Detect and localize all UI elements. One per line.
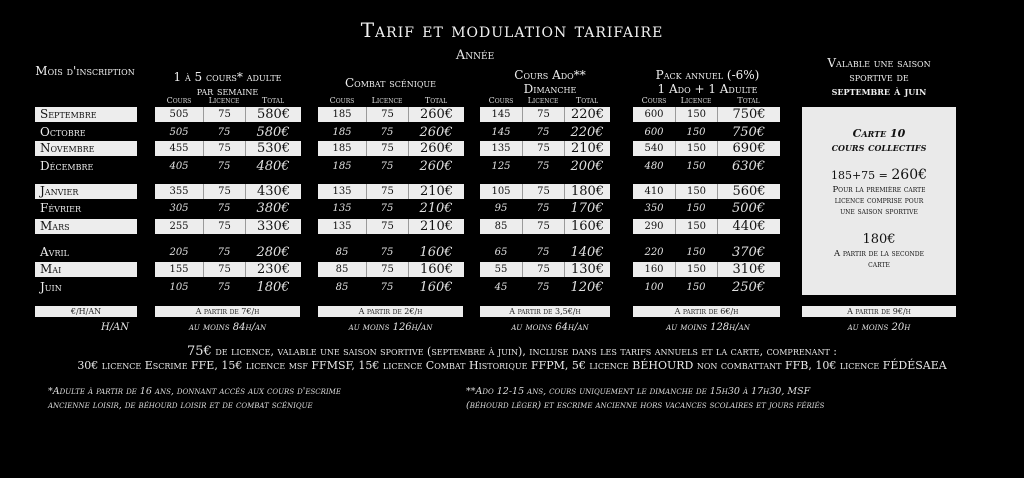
cell-total: 210€ xyxy=(564,141,610,156)
cell-total: 200€ xyxy=(570,159,604,174)
cell-licence: 150 xyxy=(675,141,717,156)
cell-total: 160€ xyxy=(564,219,610,234)
month-label: Mars xyxy=(35,219,137,234)
subheader-total: Total xyxy=(575,96,599,105)
group-header-ado-line1: Cours Ado** xyxy=(514,68,586,82)
group-header-adult-line2: par semaine xyxy=(196,84,259,98)
cell-total: 280€ xyxy=(256,245,290,260)
footnote-adult xyxy=(48,385,468,413)
cell-cours: 55 xyxy=(494,264,508,275)
month-label: Février xyxy=(40,201,81,215)
cell-licence: 75 xyxy=(366,262,408,277)
cell-total: 160€ xyxy=(419,245,453,260)
cell-cours: 455 xyxy=(169,143,189,154)
carte-price-calc: 185+75 = xyxy=(830,169,892,182)
carte-title-line2: cours collectifs xyxy=(831,141,927,154)
cell-cours: 350 xyxy=(644,203,664,214)
subheader-total: Total xyxy=(261,96,285,105)
cell-licence: 75 xyxy=(203,107,245,122)
cell-total: 310€ xyxy=(717,262,780,277)
cell-cours: 185 xyxy=(332,143,352,154)
cell-total: 160€ xyxy=(408,262,464,277)
cell-licence: 75 xyxy=(536,127,550,138)
min-carte: au moins 20h xyxy=(847,322,911,333)
group-header-pack-line2: 1 Ado + 1 Adulte xyxy=(657,82,758,96)
footnote-ado-line2: (béhourd léger) et escrime ancienne hors vacances scolaires et jours fériés xyxy=(466,400,825,411)
subheader-cours: Cours xyxy=(641,96,667,105)
cell-total: 170€ xyxy=(570,201,604,216)
cell-cours: 255 xyxy=(169,221,189,232)
cell-total: 560€ xyxy=(717,184,780,199)
cell-total: 130€ xyxy=(564,262,610,277)
group-header-adult-line1: 1 à 5 cours* adulte xyxy=(173,70,282,84)
table-row xyxy=(155,184,301,199)
cell-licence: 75 xyxy=(380,247,394,258)
table-row xyxy=(318,141,464,156)
cell-cours: 85 xyxy=(494,221,508,232)
cell-licence: 75 xyxy=(536,247,550,258)
group-header-combat xyxy=(318,76,463,90)
table-row xyxy=(480,184,610,199)
cell-cours: 85 xyxy=(335,282,349,293)
carte-second-price: 180€ xyxy=(862,232,896,247)
table-row xyxy=(480,262,610,277)
subheader-cours: Cours xyxy=(329,96,355,105)
table-row xyxy=(155,262,301,277)
table-row xyxy=(633,219,780,234)
cell-cours: 305 xyxy=(169,203,189,214)
cell-total: 160€ xyxy=(419,280,453,295)
table-row xyxy=(480,280,610,295)
min-unit: H/AN xyxy=(100,322,130,333)
min-combat: au moins 126h/an xyxy=(348,322,433,333)
cell-cours: 355 xyxy=(169,186,189,197)
carte-price-total: 260€ xyxy=(891,167,928,183)
cell-total: 260€ xyxy=(408,141,464,156)
cell-total: 180€ xyxy=(256,280,290,295)
table-row xyxy=(155,159,301,174)
cell-total: 690€ xyxy=(717,141,780,156)
subheader-licence: Licence xyxy=(208,96,240,105)
footnote-adult-line2: ancienne loisir, de béhourd loisir et de combat scénique xyxy=(48,400,313,411)
cell-cours: 185 xyxy=(332,161,352,172)
cell-total: 260€ xyxy=(419,125,453,140)
table-row xyxy=(633,159,780,174)
cell-total: 140€ xyxy=(570,245,604,260)
carte-price xyxy=(802,167,956,183)
cell-cours: 505 xyxy=(169,109,189,120)
month-label: Janvier xyxy=(35,184,137,199)
table-row xyxy=(155,245,301,260)
cell-licence: 75 xyxy=(522,141,564,156)
table-row xyxy=(155,219,301,234)
year-label: Année xyxy=(455,48,495,63)
cell-total: 530€ xyxy=(245,141,301,156)
cell-total: 210€ xyxy=(419,201,453,216)
carte-title-line1: Carte 10 xyxy=(852,127,906,140)
cell-licence: 150 xyxy=(675,219,717,234)
cell-licence: 75 xyxy=(366,141,408,156)
carte-desc-line2: licence comprise pour xyxy=(834,196,924,206)
cell-cours: 85 xyxy=(335,264,349,275)
carte-second-desc-line1: A partir de la seconde xyxy=(833,249,924,259)
cell-total: 630€ xyxy=(731,159,766,174)
cell-total: 210€ xyxy=(408,184,464,199)
cell-licence: 150 xyxy=(675,184,717,199)
subheader-licence: Licence xyxy=(527,96,559,105)
cell-licence: 150 xyxy=(675,107,717,122)
carte-second-desc xyxy=(802,249,956,271)
table-row xyxy=(633,280,780,295)
cell-licence: 75 xyxy=(203,141,245,156)
table-row xyxy=(480,141,610,156)
cell-total: 580€ xyxy=(245,107,301,122)
cell-total: 750€ xyxy=(731,125,766,140)
carte-second-desc-line2: carte xyxy=(868,260,890,270)
rate-bar-pack: A partir de 6€/h xyxy=(633,306,780,317)
cell-total: 220€ xyxy=(570,125,604,140)
subheader-cours: Cours xyxy=(488,96,514,105)
cell-total: 180€ xyxy=(564,184,610,199)
carte-title xyxy=(802,127,956,155)
table-row xyxy=(155,107,301,122)
group-header-ado-line2: Dimanche xyxy=(523,82,577,96)
group-header-combat-line1: Combat scénique xyxy=(344,76,437,90)
page-title: Tarif et modulation tarifaire xyxy=(360,18,664,42)
table-row xyxy=(480,125,610,140)
month-label: Mai xyxy=(35,262,137,277)
valable-line3: septembre à juin xyxy=(831,84,927,98)
cell-total: 750€ xyxy=(717,107,780,122)
min-adult: au moins 84h/an xyxy=(188,322,267,333)
group-header-pack-line1: Pack annuel (-6%) xyxy=(655,68,760,82)
cell-total: 230€ xyxy=(245,262,301,277)
cell-cours: 145 xyxy=(491,109,511,120)
valable-line1: Valable une saison xyxy=(827,56,931,70)
cell-licence: 75 xyxy=(536,282,550,293)
month-label: Octobre xyxy=(40,125,86,139)
cell-cours: 155 xyxy=(169,264,189,275)
table-row xyxy=(480,107,610,122)
min-pack: au moins 128h/an xyxy=(666,322,750,333)
footnote-ado xyxy=(466,385,986,413)
cell-cours: 135 xyxy=(491,143,511,154)
cell-total: 500€ xyxy=(731,201,766,216)
cell-cours: 405 xyxy=(169,161,189,172)
cell-cours: 105 xyxy=(491,186,511,197)
cell-cours: 100 xyxy=(644,282,664,293)
table-row xyxy=(318,125,464,140)
cell-total: 250€ xyxy=(731,280,766,295)
cell-cours: 135 xyxy=(332,203,352,214)
cell-cours: 145 xyxy=(491,127,511,138)
cell-cours: 540 xyxy=(644,143,664,154)
table-row xyxy=(633,201,780,216)
month-label: Novembre xyxy=(35,141,137,156)
table-row xyxy=(480,201,610,216)
cell-cours: 185 xyxy=(332,127,352,138)
footnote-ado-line1: **Ado 12-15 ans, cours uniquement le dimanche de 15h30 à 17h30, MSF xyxy=(466,386,811,397)
table-row xyxy=(318,262,464,277)
cell-cours: 135 xyxy=(332,186,352,197)
cell-licence: 150 xyxy=(686,127,706,138)
table-row xyxy=(155,201,301,216)
months-header: Mois d'inscription xyxy=(35,64,135,78)
table-row xyxy=(633,262,780,277)
cell-licence: 75 xyxy=(203,184,245,199)
carte-desc-line3: une saison sportive xyxy=(840,207,918,217)
carte-desc xyxy=(802,185,956,218)
cell-cours: 185 xyxy=(332,109,352,120)
month-label: Septembre xyxy=(35,107,137,122)
cell-licence: 75 xyxy=(203,219,245,234)
cell-total: 210€ xyxy=(408,219,464,234)
table-row xyxy=(318,245,464,260)
cell-licence: 150 xyxy=(686,282,706,293)
cell-licence: 75 xyxy=(366,219,408,234)
table-row xyxy=(318,184,464,199)
licence-note-text: de licence, valable une saison sportive (septembre à juin), incluse dans les tarifs annuels et la carte, comprenant : xyxy=(211,345,837,358)
cell-licence: 75 xyxy=(380,282,394,293)
subheader-cours: Cours xyxy=(166,96,192,105)
cell-licence: 75 xyxy=(366,107,408,122)
subheader-total: Total xyxy=(424,96,448,105)
rate-bar-combat: A partir de 2€/h xyxy=(318,306,463,317)
carte-desc-line1: Pour la première carte xyxy=(832,185,926,195)
cell-cours: 600 xyxy=(644,127,664,138)
cell-cours: 160 xyxy=(644,264,664,275)
min-ado: au moins 64h/an xyxy=(511,322,589,333)
cell-licence: 75 xyxy=(217,282,231,293)
table-row xyxy=(480,245,610,260)
licence-note-line2: 30€ licence Escrime FFE, 15€ licence msf FFMSF, 15€ licence Combat Historique FFPM, 5€ licence BÉHOURD non combattant FFB, 10€ licence FÉDÉSAEA xyxy=(77,359,947,372)
table-row xyxy=(155,141,301,156)
cell-cours: 135 xyxy=(332,221,352,232)
cell-licence: 150 xyxy=(686,161,706,172)
cell-licence: 75 xyxy=(217,247,231,258)
cell-total: 580€ xyxy=(256,125,290,140)
cell-licence: 75 xyxy=(522,219,564,234)
cell-licence: 75 xyxy=(217,161,231,172)
cell-total: 480€ xyxy=(256,159,290,174)
cell-cours: 600 xyxy=(644,109,664,120)
table-row xyxy=(633,107,780,122)
cell-cours: 480 xyxy=(644,161,664,172)
table-row xyxy=(480,159,610,174)
valable-header xyxy=(800,56,958,98)
cell-licence: 75 xyxy=(217,127,231,138)
month-label: Juin xyxy=(40,280,62,294)
month-label: Décembre xyxy=(40,159,94,173)
cell-cours: 290 xyxy=(644,221,664,232)
cell-cours: 205 xyxy=(169,247,189,258)
subheader-licence: Licence xyxy=(371,96,403,105)
cell-licence: 75 xyxy=(380,127,394,138)
cell-cours: 65 xyxy=(494,247,508,258)
cell-licence: 150 xyxy=(675,262,717,277)
subheader-total: Total xyxy=(737,96,760,105)
cell-licence: 75 xyxy=(380,161,394,172)
cell-licence: 75 xyxy=(522,262,564,277)
cell-cours: 505 xyxy=(169,127,189,138)
licence-note-line1 xyxy=(0,344,1024,359)
carte-box xyxy=(802,107,956,295)
cell-total: 260€ xyxy=(419,159,453,174)
cell-licence: 75 xyxy=(203,262,245,277)
group-header-pack xyxy=(635,68,780,96)
table-row xyxy=(633,125,780,140)
table-row xyxy=(633,141,780,156)
table-row xyxy=(155,280,301,295)
cell-licence: 75 xyxy=(522,107,564,122)
cell-cours: 85 xyxy=(335,247,349,258)
rate-bar-ado: A partir de 3,5€/h xyxy=(480,306,610,317)
table-row xyxy=(318,159,464,174)
cell-cours: 45 xyxy=(494,282,508,293)
cell-licence: 75 xyxy=(536,161,550,172)
cell-cours: 105 xyxy=(169,282,189,293)
cell-licence: 75 xyxy=(217,203,231,214)
cell-total: 120€ xyxy=(570,280,604,295)
rate-bar-adult: A partir de 7€/h xyxy=(155,306,300,317)
cell-licence: 75 xyxy=(380,203,394,214)
cell-total: 260€ xyxy=(408,107,464,122)
cell-licence: 150 xyxy=(686,203,706,214)
cell-total: 370€ xyxy=(731,245,766,260)
cell-total: 380€ xyxy=(256,201,290,216)
footnote-adult-line1: *Adulte à partir de 16 ans, donnant accès aux cours d'escrime xyxy=(48,386,341,397)
rate-bar-carte: A partir de 9€/h xyxy=(802,306,956,317)
cell-total: 220€ xyxy=(564,107,610,122)
licence-note-price: 75€ xyxy=(187,344,212,359)
subheader-licence: Licence xyxy=(680,96,712,105)
table-row xyxy=(633,245,780,260)
cell-total: 430€ xyxy=(245,184,301,199)
table-row xyxy=(318,280,464,295)
cell-licence: 75 xyxy=(366,184,408,199)
cell-total: 330€ xyxy=(245,219,301,234)
cell-licence: 150 xyxy=(686,247,706,258)
cell-licence: 75 xyxy=(522,184,564,199)
table-row xyxy=(480,219,610,234)
month-label: Avril xyxy=(40,245,69,259)
cell-cours: 220 xyxy=(644,247,664,258)
group-header-ado xyxy=(480,68,620,96)
table-row xyxy=(318,219,464,234)
table-row xyxy=(318,201,464,216)
cell-cours: 125 xyxy=(491,161,511,172)
cell-total: 440€ xyxy=(717,219,780,234)
cell-cours: 410 xyxy=(644,186,664,197)
table-row xyxy=(318,107,464,122)
table-row xyxy=(633,184,780,199)
valable-line2: sportive de xyxy=(849,70,909,84)
group-header-adult xyxy=(155,70,300,98)
table-row xyxy=(155,125,301,140)
rate-bar-unit: €/H/AN xyxy=(35,306,137,317)
cell-licence: 75 xyxy=(536,203,550,214)
cell-cours: 95 xyxy=(494,203,508,214)
